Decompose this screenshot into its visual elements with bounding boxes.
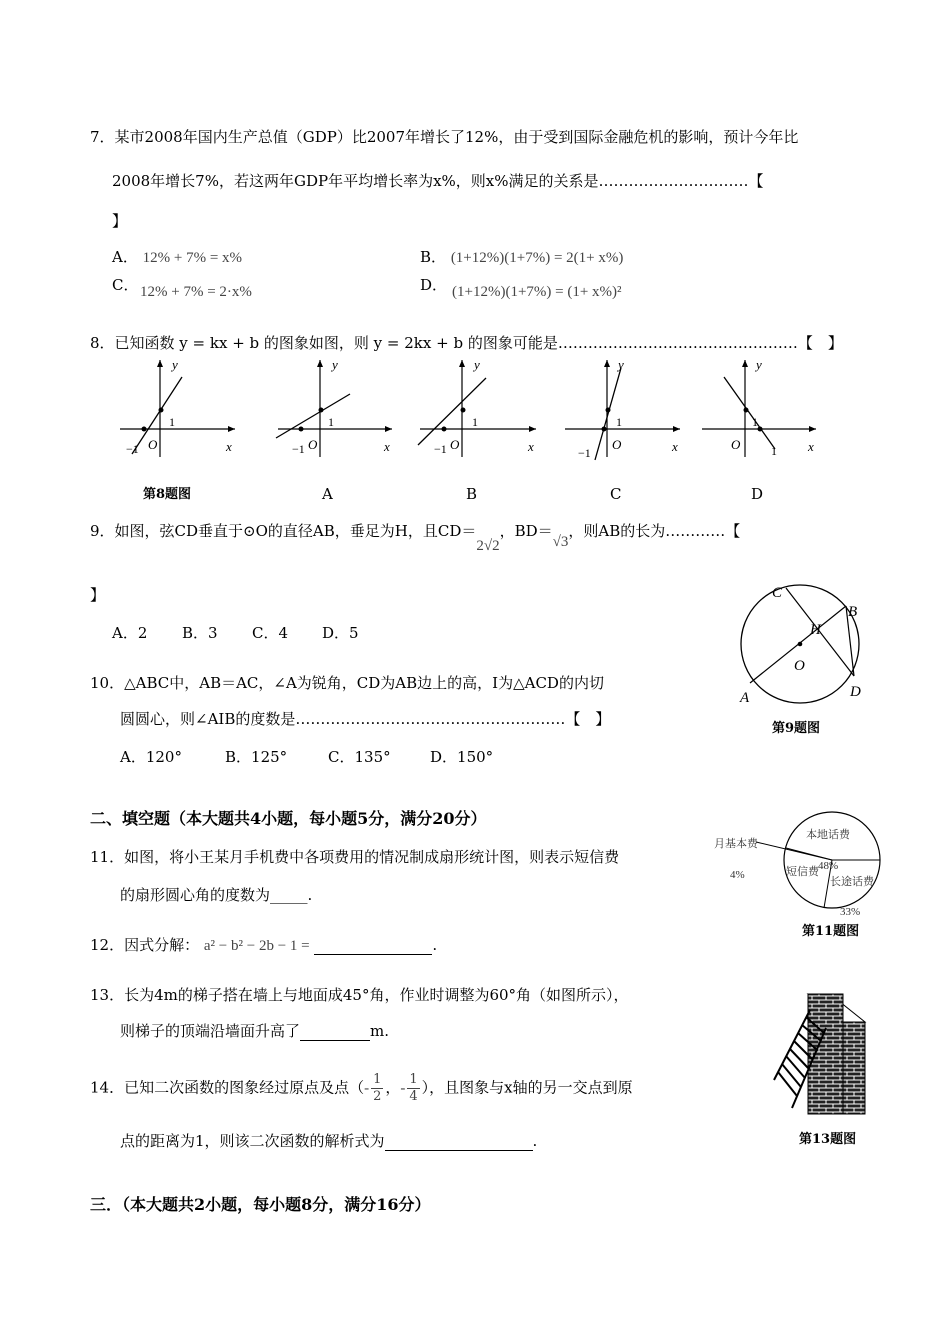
q8-graph-a <box>276 357 392 457</box>
svg-text:y: y <box>474 357 480 372</box>
svg-text:−1: −1 <box>434 442 447 456</box>
q8-caption-b: B <box>466 485 478 503</box>
cd-value: 2√2 <box>476 538 500 554</box>
q9-option-c: C．4 <box>252 624 289 642</box>
label-monthly-fee: 月基本费 <box>714 838 758 850</box>
svg-text:O: O <box>612 437 622 452</box>
q9-option-b: B．3 <box>182 624 218 642</box>
svg-text:1: 1 <box>328 415 334 429</box>
q14-answer-blank[interactable] <box>385 1132 533 1151</box>
q13-caption: 第13题图 <box>799 1132 857 1147</box>
q7-option-c-expr: 12% + 7% = 2·x% <box>140 284 252 300</box>
q12-answer-blank[interactable] <box>314 936 432 955</box>
q9-line2: 】 <box>90 586 106 604</box>
q7-option-a <box>112 246 242 267</box>
fraction-one-quarter: $\frac{1}{4}$ <box>409 1072 418 1104</box>
q8-graphs <box>100 352 830 462</box>
q9-circle-figure <box>730 578 880 708</box>
svg-text:−1: −1 <box>292 442 305 456</box>
q8-caption-d: D <box>751 485 764 503</box>
svg-text:O: O <box>450 437 460 452</box>
q7-option-d-expr: (1+12%)(1+7%) = (1+ x%)² <box>452 284 622 300</box>
label-local-pct: 48% <box>818 860 839 872</box>
option-label: A． <box>112 248 138 266</box>
section3-title: 三．（本大题共2小题，每小题8分，满分16分） <box>90 1195 431 1214</box>
point-b: B <box>848 604 858 620</box>
q8-caption-a: A <box>322 485 333 503</box>
q8-graph-c <box>565 357 680 460</box>
q10-option-b: B．125° <box>225 748 288 766</box>
q13-answer-blank[interactable] <box>300 1022 370 1041</box>
neg-one-label: −1 <box>126 442 139 456</box>
bd-value: √3 <box>552 534 569 550</box>
q7-option-c-label: C． <box>112 276 139 294</box>
q8-stem: 8．已知函数 y = kx + b 的图象如图，则 y = 2kx + b 的图象可能是…………………………………………【 】 <box>90 334 843 352</box>
q10-line2: 圆圆心，则∠AIB的度数是………………………………………………【 】 <box>120 710 611 728</box>
point-c: C <box>772 585 783 601</box>
point-h: H <box>810 622 821 638</box>
svg-text:x: x <box>672 439 678 454</box>
option-expr: 12% + 7% = x% <box>142 250 243 266</box>
point-a: A <box>740 690 750 706</box>
q12-line: 12．因式分解： a² − b² − 2b − 1 = . <box>90 936 438 954</box>
point-o: O <box>794 658 805 674</box>
q9-line1: 9．如图，弦CD垂直于⊙O的直径AB，垂足为H，且CD＝2√2，BD＝√3，则AB的长为…………【 <box>90 522 741 554</box>
q8-caption-c: C <box>610 485 622 503</box>
q8-graph-reference <box>120 357 235 457</box>
section2-title: 二、填空题（本大题共4小题，每小题5分，满分20分） <box>90 809 487 828</box>
label-long: 长途话费 <box>830 876 874 888</box>
q10-option-a: A．120° <box>120 748 182 766</box>
q9-option-d: D．5 <box>322 624 359 642</box>
q7-line3: 】 <box>112 212 128 230</box>
q8-graph-b <box>418 357 536 457</box>
q8-caption-ref: 第8题图 <box>143 487 192 502</box>
q12-expr: a² − b² − 2b − 1 = <box>203 938 310 954</box>
axis-y-label: y <box>172 357 178 372</box>
svg-text:1: 1 <box>771 444 777 458</box>
q11-pie-chart <box>710 798 890 918</box>
q11-line2: 的扇形圆心角的度数为_____. <box>120 886 313 904</box>
q11-line1: 11．如图，将小王某月手机费中各项费用的情况制成扇形统计图，则表示短信费 <box>90 848 620 866</box>
svg-text:x: x <box>528 439 534 454</box>
svg-text:x: x <box>808 439 814 454</box>
q9-option-a: A．2 <box>112 624 148 642</box>
q14-line1: 14．已知二次函数的图象经过原点及点（- $\frac{1}{2}$ ，- $\frac{1}{4}$ ），且图象与x轴的另一交点到原 <box>90 1072 633 1104</box>
svg-text:y: y <box>756 357 762 372</box>
q13-line1: 13．长为4m的梯子搭在墙上与地面成45°角，作业时调整为60°角（如图所示）， <box>90 986 629 1004</box>
q9-caption: 第9题图 <box>772 721 821 736</box>
q10-option-d: D．150° <box>430 748 494 766</box>
q13-line2: 则梯子的顶端沿墙面升高了 m. <box>120 1022 390 1040</box>
q13-ladder-figure <box>770 988 870 1118</box>
svg-text:O: O <box>308 437 318 452</box>
q7-line1: 7．某市2008年国内生产总值（GDP）比2007年增长了12%，由于受到国际金融危机的影响，预计今年比 <box>90 128 799 146</box>
option-expr: (1+12%)(1+7%) = 2(1+ x%) <box>450 250 624 266</box>
label-long-pct: 33% <box>840 906 861 918</box>
svg-text:x: x <box>384 439 390 454</box>
q10-option-c: C．135° <box>328 748 391 766</box>
point-d: D <box>850 684 861 700</box>
svg-text:−1: −1 <box>578 446 591 460</box>
origin-label: O <box>148 437 158 452</box>
q7-option-b <box>420 246 623 267</box>
q8-graph-d <box>702 357 816 458</box>
svg-text:1: 1 <box>752 415 758 429</box>
svg-text:y: y <box>618 357 624 372</box>
axis-x-label: x <box>226 439 232 454</box>
one-label: 1 <box>169 415 175 429</box>
q14-line2: 点的距离为1，则该二次函数的解析式为 . <box>120 1132 538 1150</box>
svg-text:1: 1 <box>472 415 478 429</box>
q7-option-d-label: D． <box>420 276 448 294</box>
q10-line1: 10．△ABC中，AB＝AC，∠A为锐角，CD为AB边上的高，I为△ACD的内切 <box>90 674 604 692</box>
option-label: B． <box>420 248 447 266</box>
q7-line2: 2008年增长7%，若这两年GDP年平均增长率为x%，则x%满足的关系是…………………………【 <box>112 172 764 190</box>
fraction-one-half: $\frac{1}{2}$ <box>373 1072 382 1104</box>
svg-text:1: 1 <box>616 415 622 429</box>
label-sms: 短信费 <box>786 866 819 878</box>
svg-text:O: O <box>731 437 741 452</box>
label-local: 本地话费 <box>806 829 850 841</box>
svg-text:y: y <box>332 357 338 372</box>
q11-caption: 第11题图 <box>802 924 860 939</box>
label-monthly-pct: 4% <box>730 869 745 881</box>
